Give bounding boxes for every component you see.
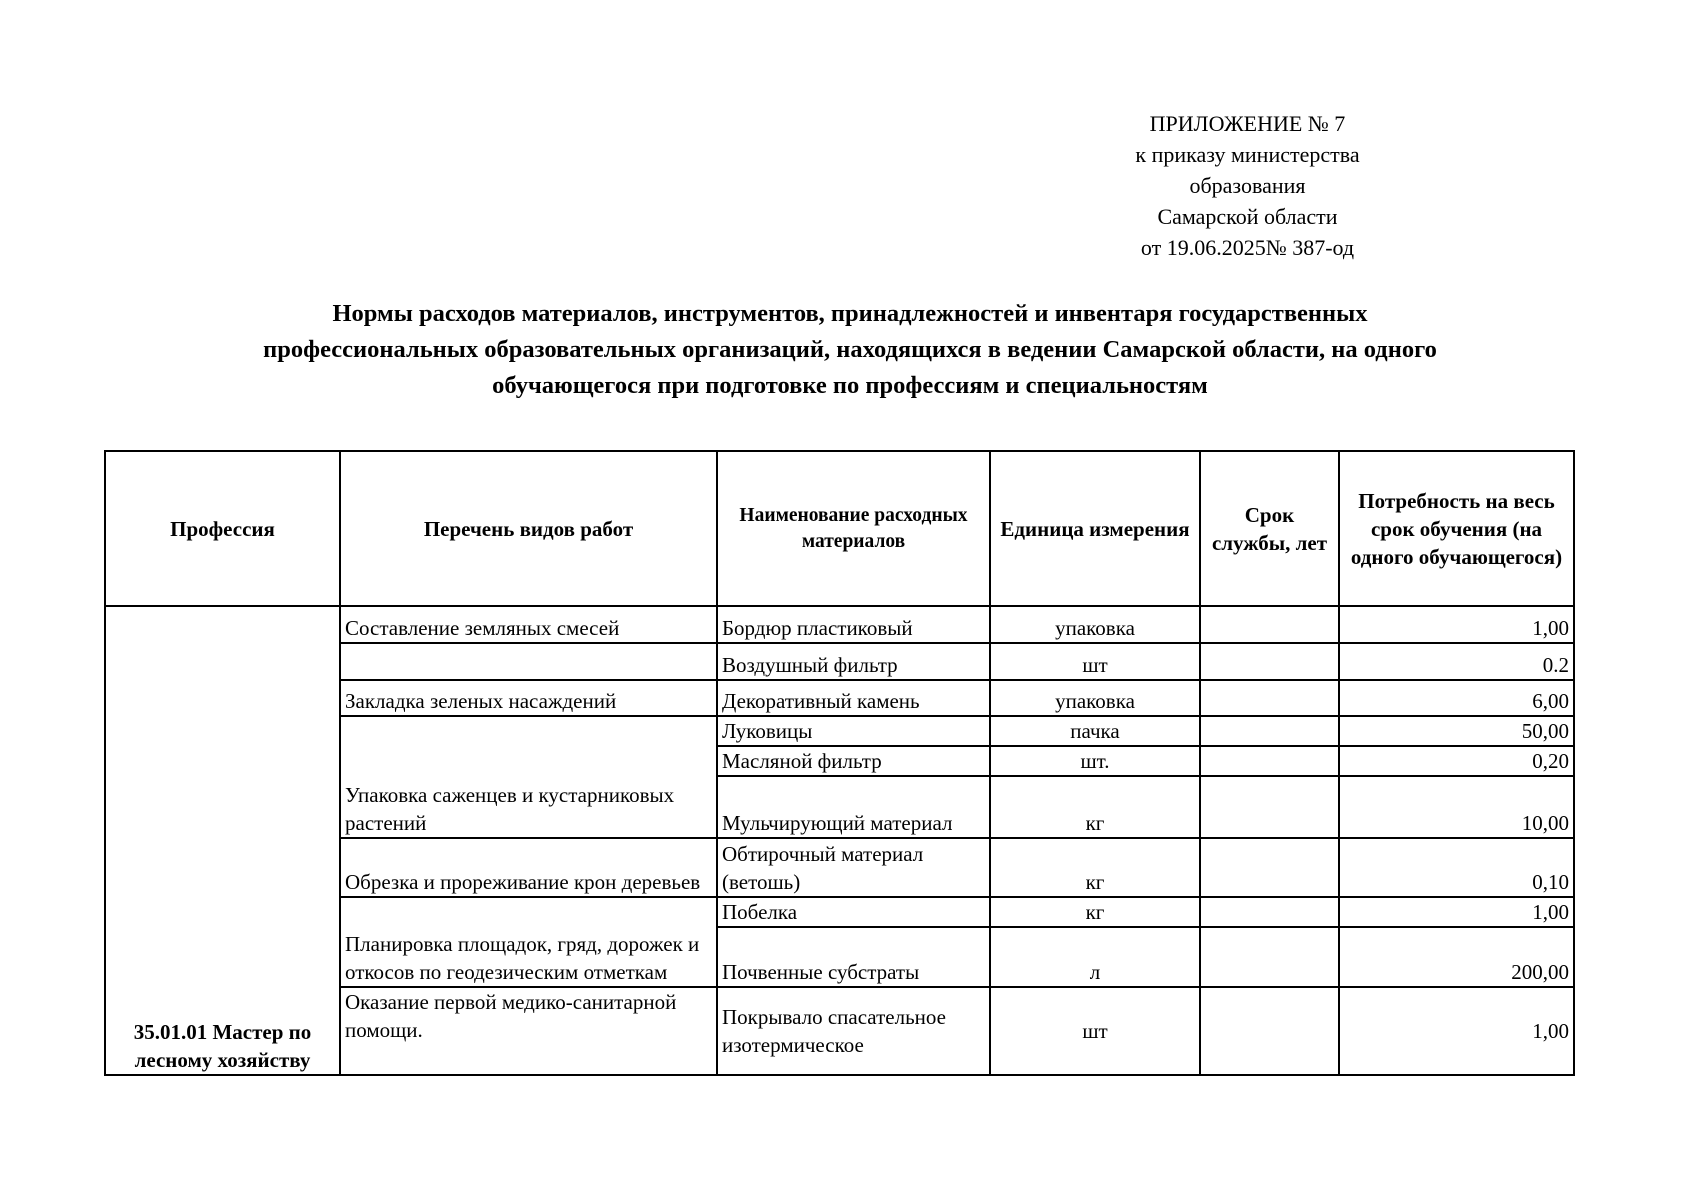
quantity-cell: 1,00 [1339, 897, 1574, 927]
title-line: профессиональных образовательных организаций, находящихся в ведении Самарской области, на одного [263, 336, 1437, 363]
service-life-cell [1200, 897, 1339, 927]
unit-cell: кг [990, 897, 1200, 927]
appendix-line: к приказу министерства [1135, 142, 1360, 167]
material-cell: Обтирочный материал (ветошь) [717, 838, 990, 897]
document-title [100, 296, 1600, 404]
unit-cell: упаковка [990, 680, 1200, 716]
material-cell: Луковицы [717, 716, 990, 746]
column-header-works: Перечень видов работ [340, 451, 717, 606]
appendix-line: Самарской области [1157, 204, 1338, 229]
column-header-service-life: Срок службы, лет [1200, 451, 1339, 606]
material-cell: Покрывало спасательное изотермическое [717, 987, 990, 1075]
unit-cell: л [990, 927, 1200, 987]
work-cell: Закладка зеленых насаждений [340, 680, 717, 716]
material-cell: Побелка [717, 897, 990, 927]
material-cell: Почвенные субстраты [717, 927, 990, 987]
quantity-cell: 0,20 [1339, 746, 1574, 776]
material-cell: Масляной фильтр [717, 746, 990, 776]
work-cell [340, 643, 717, 680]
work-cell: Оказание первой медико-санитарной помощи. [340, 987, 717, 1075]
unit-cell: упаковка [990, 606, 1200, 643]
material-cell: Декоративный камень [717, 680, 990, 716]
appendix-number: ПРИЛОЖЕНИЕ № 7 [1149, 111, 1346, 136]
quantity-cell: 6,00 [1339, 680, 1574, 716]
table-row [105, 606, 1574, 643]
service-life-cell [1200, 716, 1339, 746]
unit-cell: кг [990, 838, 1200, 897]
service-life-cell [1200, 606, 1339, 643]
service-life-cell [1200, 746, 1339, 776]
material-cell: Мульчирующий материал [717, 776, 990, 838]
unit-cell: кг [990, 776, 1200, 838]
column-header-material: Наименование расходных материалов [717, 451, 990, 606]
appendix-line: образования [1189, 173, 1306, 198]
work-cell: Обрезка и прореживание крон деревьев [340, 838, 717, 897]
appendix-header [1080, 108, 1415, 263]
unit-cell: шт. [990, 746, 1200, 776]
quantity-cell: 1,00 [1339, 987, 1574, 1075]
table-header-row [105, 451, 1574, 606]
norms-table [104, 450, 1575, 1076]
service-life-cell [1200, 680, 1339, 716]
work-cell: Упаковка саженцев и кустарниковых растений [340, 716, 717, 838]
quantity-cell: 10,00 [1339, 776, 1574, 838]
appendix-date-number: от 19.06.2025№ 387-од [1140, 235, 1355, 260]
unit-cell: шт [990, 643, 1200, 680]
service-life-cell [1200, 838, 1339, 897]
service-life-cell [1200, 927, 1339, 987]
column-header-quantity: Потребность на весь срок обучения (на одного обучающегося) [1339, 451, 1574, 606]
service-life-cell [1200, 987, 1339, 1075]
quantity-cell: 1,00 [1339, 606, 1574, 643]
material-cell: Воздушный фильтр [717, 643, 990, 680]
quantity-cell: 200,00 [1339, 927, 1574, 987]
material-cell: Бордюр пластиковый [717, 606, 990, 643]
service-life-cell [1200, 776, 1339, 838]
column-header-unit: Единица измерения [990, 451, 1200, 606]
unit-cell: шт [990, 987, 1200, 1075]
profession-cell: 35.01.01 Мастер по лесному хозяйству [105, 606, 340, 1075]
quantity-cell: 0,10 [1339, 838, 1574, 897]
title-line: Нормы расходов материалов, инструментов, принадлежностей и инвентаря государственных [332, 300, 1368, 327]
quantity-cell: 50,00 [1339, 716, 1574, 746]
column-header-profession: Профессия [105, 451, 340, 606]
title-line: обучающегося при подготовке по профессиям и специальностям [492, 372, 1208, 399]
service-life-cell [1200, 643, 1339, 680]
quantity-cell: 0.2 [1339, 643, 1574, 680]
unit-cell: пачка [990, 716, 1200, 746]
work-cell: Составление земляных смесей [340, 606, 717, 643]
work-cell: Планировка площадок, гряд, дорожек и откосов по геодезическим отметкам [340, 897, 717, 987]
